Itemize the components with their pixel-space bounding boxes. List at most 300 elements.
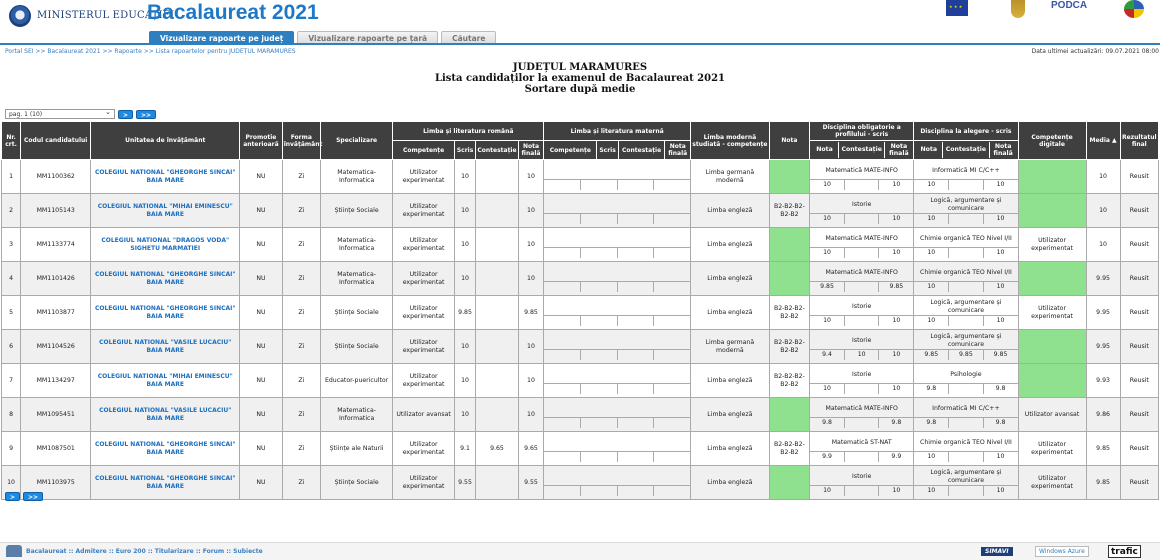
col-obl-final: Nota finală: [885, 142, 912, 158]
maternal-empty: [544, 197, 690, 213]
results-table: [1, 121, 1159, 500]
school-link[interactable]: COLEGIUL NATIONAL "MIHAI EMINESCU" BAIA MARE: [91, 194, 240, 228]
school-link[interactable]: COLEGIUL NATIONAL "GHEORGHE SINCAI" BAIA MARE: [91, 296, 240, 330]
specialization: Științe Sociale: [320, 194, 392, 228]
school-link[interactable]: COLEGIUL NATIONAL "GHEORGHE SINCAI" BAIA MARE: [91, 466, 240, 500]
col-mat-final: Nota finală: [665, 141, 691, 160]
maternal-comp: [544, 485, 580, 496]
ales-cell: [914, 160, 1018, 194]
obl-nota: 10: [810, 247, 844, 258]
school-link[interactable]: COLEGIUL NATIONAL "GHEORGHE SINCAI" BAIA MARE: [91, 262, 240, 296]
obl-subject: Matematică MATE-INFO: [810, 401, 913, 417]
ales-contestatie: [949, 417, 983, 428]
maternal-cont: [617, 349, 653, 360]
ro-written: 9.1: [454, 432, 475, 466]
next-page-button-bottom[interactable]: >: [5, 492, 20, 501]
table-row: [2, 194, 1159, 228]
maternal-cont: [617, 281, 653, 292]
ro-written: 10: [454, 398, 475, 432]
digital-competence: Utilizator experimentat: [1018, 466, 1086, 500]
modern-nota: [769, 228, 809, 262]
final-result: Reusit: [1120, 432, 1158, 466]
col-promo: Promotie anterioară: [240, 122, 283, 160]
maternal-cont: [617, 383, 653, 394]
ro-appeal: 9.65: [476, 432, 519, 466]
ales-final: 9.85: [983, 349, 1017, 360]
candidate-code: MM1087501: [21, 432, 91, 466]
ro-final: 10: [518, 228, 544, 262]
ro-final: 9.55: [518, 466, 544, 500]
maternal-language-cell: [544, 160, 691, 194]
maternal-empty: [544, 401, 690, 417]
ales-subject: Chimie organică TEO Nivel I/II: [914, 231, 1017, 247]
table-row: [2, 330, 1159, 364]
obl-nota: 9.4: [810, 349, 844, 360]
sort-title: Sortare după medie: [524, 84, 636, 95]
promotion-previous: NU: [240, 330, 283, 364]
maternal-scris: [581, 451, 617, 462]
maternal-final: [654, 349, 690, 360]
promotion-previous: NU: [240, 160, 283, 194]
average: 10: [1086, 160, 1120, 194]
tab-county-reports[interactable]: Vizualizare rapoarte pe județ: [149, 31, 294, 44]
tab-search[interactable]: Căutare: [441, 31, 496, 44]
ales-final: 10: [983, 451, 1017, 462]
ales-final: 10: [983, 213, 1017, 224]
pager-top: [5, 109, 156, 119]
maternal-cont: [617, 213, 653, 224]
digital-competence: [1018, 330, 1086, 364]
digital-competence: Utilizator avansat: [1018, 398, 1086, 432]
maternal-comp: [544, 247, 580, 258]
school-link[interactable]: COLEGIUL NATIONAL "MIHAI EMINESCU" BAIA MARE: [91, 364, 240, 398]
ales-nota: 10: [914, 213, 948, 224]
ales-cell: [914, 364, 1018, 398]
ales-final: 10: [983, 281, 1017, 292]
maternal-cont: [617, 451, 653, 462]
specialization: Științe Sociale: [320, 466, 392, 500]
modern-nota: B2-B2-B2-B2-B2: [769, 432, 809, 466]
obl-cell: [810, 432, 914, 466]
ro-competence: Utilizator experimentat: [393, 432, 455, 466]
ales-subject: Logică, argumentare și comunicare: [914, 299, 1017, 315]
obl-final: 9.8: [879, 417, 913, 428]
ales-cell: [914, 262, 1018, 296]
school-link[interactable]: COLEGIUL NATIONAL "VASILE LUCACIU" BAIA MARE: [91, 398, 240, 432]
specialization: Matematica-Informatica: [320, 228, 392, 262]
modern-language: Limba germană modernă: [691, 160, 770, 194]
modern-nota: [769, 160, 809, 194]
promotion-previous: NU: [240, 466, 283, 500]
modern-language: Limba engleză: [691, 194, 770, 228]
promotion-previous: NU: [240, 228, 283, 262]
average: 9.95: [1086, 262, 1120, 296]
education-form: Zi: [282, 160, 320, 194]
maternal-final: [654, 451, 690, 462]
col-ro-scris: Scris: [454, 141, 475, 160]
ro-appeal: [476, 398, 519, 432]
ro-competence: Utilizator experimentat: [393, 160, 455, 194]
modern-language: Limba engleză: [691, 262, 770, 296]
average: 9.95: [1086, 330, 1120, 364]
digital-competence: Utilizator experimentat: [1018, 432, 1086, 466]
final-result: Reusit: [1120, 160, 1158, 194]
ro-final: 10: [518, 160, 544, 194]
maternal-final: [654, 315, 690, 326]
candidate-code: MM1133774: [21, 228, 91, 262]
col-obl-cont: Contestație: [838, 142, 885, 158]
col-group-mandatory: Disciplina obligatorie a profilului - scris: [810, 122, 914, 141]
obl-final: 10: [879, 213, 913, 224]
candidate-code: MM1095451: [21, 398, 91, 432]
col-code: Codul candidatului: [21, 122, 91, 160]
page-select[interactable]: pag. 1 (10) ⌄: [5, 109, 115, 119]
final-result: Reusit: [1120, 330, 1158, 364]
ro-competence: Utilizator experimentat: [393, 194, 455, 228]
maternal-scris: [581, 417, 617, 428]
modern-nota: B2-B2-B2-B2-B2: [769, 194, 809, 228]
podca-logo: PODCA: [1051, 0, 1088, 11]
candidate-code: MM1103877: [21, 296, 91, 330]
school-link[interactable]: COLEGIUL NATIONAL "GHEORGHE SINCAI" BAIA MARE: [91, 160, 240, 194]
ro-competence: Utilizator experimentat: [393, 330, 455, 364]
maternal-scris: [581, 349, 617, 360]
ro-written: 10: [454, 330, 475, 364]
obl-final: 10: [879, 349, 913, 360]
last-page-button-bottom[interactable]: >>: [23, 492, 43, 501]
maternal-comp: [544, 349, 580, 360]
ales-subject: Chimie organică TEO Nivel I/II: [914, 265, 1017, 281]
col-obl-subheaders: [810, 141, 914, 160]
ro-written: 10: [454, 228, 475, 262]
specialization: Științe Sociale: [320, 330, 392, 364]
ales-nota: 10: [914, 315, 948, 326]
average: 10: [1086, 194, 1120, 228]
specialization: Educator-puericultor: [320, 364, 392, 398]
maternal-cont: [617, 417, 653, 428]
ales-cell: [914, 228, 1018, 262]
maternal-cont: [617, 315, 653, 326]
ministry-crest-icon: [9, 5, 31, 27]
digital-competence: Utilizator experimentat: [1018, 296, 1086, 330]
ales-cell: [914, 296, 1018, 330]
average: 9.86: [1086, 398, 1120, 432]
obl-final: 10: [879, 485, 913, 496]
col-group-maternal: Limba și literatura maternă: [544, 122, 691, 141]
ales-subject: Informatică MI C/C++: [914, 163, 1017, 179]
maternal-scris: [581, 213, 617, 224]
ales-cell: [914, 330, 1018, 364]
col-digital: Competențe digitale: [1018, 122, 1086, 160]
maternal-scris: [581, 281, 617, 292]
last-page-button[interactable]: >>: [136, 110, 156, 119]
table-row: [2, 364, 1159, 398]
average: 9.93: [1086, 364, 1120, 398]
maternal-language-cell: [544, 364, 691, 398]
page-title: [0, 62, 1160, 95]
obl-cell: [810, 330, 914, 364]
table-row: [2, 296, 1159, 330]
obl-nota: 10: [810, 383, 844, 394]
maternal-final: [654, 247, 690, 258]
ales-nota: 9.8: [914, 417, 948, 428]
col-mat-cont: Contestație: [618, 141, 665, 160]
obl-cell: [810, 228, 914, 262]
maternal-comp: [544, 213, 580, 224]
maternal-scris: [581, 179, 617, 190]
ministry-name: MINISTERUL EDUCAȚIEI: [37, 10, 175, 21]
specialization: Matematica-Informatica: [320, 160, 392, 194]
pager-bottom: [5, 492, 43, 501]
obl-final: 10: [879, 179, 913, 190]
col-ales-nota: Nota: [915, 142, 942, 158]
modern-language: Limba engleză: [691, 466, 770, 500]
row-nr: 7: [2, 364, 21, 398]
maternal-language-cell: [544, 262, 691, 296]
row-nr: 10: [2, 466, 21, 500]
ales-cell: [914, 466, 1018, 500]
digital-competence: Utilizator experimentat: [1018, 228, 1086, 262]
final-result: Reusit: [1120, 364, 1158, 398]
list-title: Lista candidaților la examenul de Bacalaureat 2021: [434, 73, 726, 84]
obl-subject: Istorie: [810, 333, 913, 349]
modern-language: Limba engleză: [691, 296, 770, 330]
ales-subject: Logică, argumentare și comunicare: [914, 197, 1017, 213]
ro-appeal: [476, 194, 519, 228]
ales-nota: 10: [914, 485, 948, 496]
education-form: Zi: [282, 398, 320, 432]
obl-contestatie: [845, 281, 879, 292]
ales-final: 9.8: [983, 383, 1017, 394]
ales-final: 10: [983, 315, 1017, 326]
education-form: Zi: [282, 364, 320, 398]
ales-final: 10: [983, 485, 1017, 496]
col-obl-nota: Nota: [811, 142, 838, 158]
obl-cell: [810, 466, 914, 500]
ro-competence: Utilizator avansat: [393, 398, 455, 432]
eu-flag-icon: [946, 0, 968, 16]
col-ales-cont: Contestație: [943, 142, 990, 158]
obl-subject: Istorie: [810, 197, 913, 213]
ales-nota: 9.85: [914, 349, 948, 360]
maternal-empty: [544, 265, 690, 281]
ales-subject: Chimie organică TEO Nivel I/II: [914, 435, 1017, 451]
obl-final: 9.85: [879, 281, 913, 292]
maternal-comp: [544, 383, 580, 394]
col-nota: Nota: [769, 122, 809, 160]
col-ales-final: Nota finală: [989, 142, 1016, 158]
ro-final: 10: [518, 262, 544, 296]
breadcrumb[interactable]: Portal SEI >> Bacalaureat 2021 >> Rapoarte >> Lista rapoartelor pentru JUDEȚUL MARAMURES: [5, 48, 296, 55]
school-link[interactable]: COLEGIUL NATIONAL "DRAGOS VODA" SIGHETU MARMATIEI: [91, 228, 240, 262]
maternal-language-cell: [544, 330, 691, 364]
ro-appeal: [476, 160, 519, 194]
obl-contestatie: [845, 213, 879, 224]
ales-nota: 10: [914, 281, 948, 292]
footer: [0, 542, 1160, 560]
candidate-code: MM1134297: [21, 364, 91, 398]
ro-written: 9.85: [454, 296, 475, 330]
maternal-empty: [544, 333, 690, 349]
obl-contestatie: [845, 315, 879, 326]
ro-written: 10: [454, 262, 475, 296]
ales-cell: [914, 398, 1018, 432]
candidate-code: MM1101426: [21, 262, 91, 296]
average: 10: [1086, 228, 1120, 262]
final-result: Reusit: [1120, 228, 1158, 262]
ales-contestatie: [949, 451, 983, 462]
promotion-previous: NU: [240, 364, 283, 398]
windows-azure-logo: Windows Azure: [1035, 546, 1089, 557]
final-result: Reusit: [1120, 262, 1158, 296]
col-mat-comp: Competențe: [544, 141, 597, 160]
modern-nota: [769, 262, 809, 296]
ales-contestatie: [949, 485, 983, 496]
ales-contestatie: [949, 383, 983, 394]
trafic-logo: trafic: [1108, 545, 1141, 558]
obl-nota: 10: [810, 213, 844, 224]
maternal-empty: [544, 163, 690, 179]
obl-subject: Matematică MATE-INFO: [810, 265, 913, 281]
modern-nota: [769, 466, 809, 500]
maternal-empty: [544, 435, 690, 451]
obl-contestatie: 10: [845, 349, 879, 360]
modern-nota: B2-B2-B2-B2-B2: [769, 364, 809, 398]
ales-final: 10: [983, 247, 1017, 258]
average: 9.95: [1086, 296, 1120, 330]
table-row: [2, 160, 1159, 194]
row-nr: 3: [2, 228, 21, 262]
school-link[interactable]: COLEGIUL NATIONAL "VASILE LUCACIU" BAIA MARE: [91, 330, 240, 364]
ro-written: 10: [454, 160, 475, 194]
obl-nota: 10: [810, 485, 844, 496]
footer-links[interactable]: Bacalaureat :: Admitere :: Euro 200 :: Titularizare :: Forum :: Subiecte: [26, 548, 263, 555]
col-final: Rezultatul final: [1120, 122, 1158, 160]
maternal-final: [654, 417, 690, 428]
average: 9.85: [1086, 466, 1120, 500]
ro-competence: Utilizator experimentat: [393, 296, 455, 330]
maternal-scris: [581, 315, 617, 326]
ales-cell: [914, 194, 1018, 228]
col-form: Forma învățământ: [282, 122, 320, 160]
col-ro-final: Nota finală: [518, 141, 544, 160]
obl-nota: 9.9: [810, 451, 844, 462]
specialization: Matematica-Informatica: [320, 398, 392, 432]
next-page-button[interactable]: >: [118, 110, 133, 119]
col-group-elective: Disciplina la alegere - scris: [914, 122, 1018, 141]
obl-nota: 9.8: [810, 417, 844, 428]
ro-written: 9.55: [454, 466, 475, 500]
row-nr: 4: [2, 262, 21, 296]
maternal-final: [654, 179, 690, 190]
obl-cell: [810, 262, 914, 296]
obl-nota: 9.85: [810, 281, 844, 292]
education-form: Zi: [282, 432, 320, 466]
ro-appeal: [476, 466, 519, 500]
ro-appeal: [476, 296, 519, 330]
final-result: Reusit: [1120, 296, 1158, 330]
obl-nota: 10: [810, 179, 844, 190]
modern-nota: B2-B2-B2-B2-B2: [769, 330, 809, 364]
row-nr: 5: [2, 296, 21, 330]
maternal-final: [654, 485, 690, 496]
ales-nota: 9.8: [914, 383, 948, 394]
tab-country-reports[interactable]: Vizualizare rapoarte pe țară: [297, 31, 438, 44]
maternal-cont: [617, 485, 653, 496]
final-result: Reusit: [1120, 466, 1158, 500]
obl-contestatie: [845, 383, 879, 394]
maternal-scris: [581, 247, 617, 258]
col-nr: Nr. crt.: [2, 122, 21, 160]
ales-final: 9.8: [983, 417, 1017, 428]
sponsor-logos: [936, 0, 1156, 32]
row-nr: 9: [2, 432, 21, 466]
ro-competence: Utilizator experimentat: [393, 466, 455, 500]
ro-appeal: [476, 228, 519, 262]
row-nr: 1: [2, 160, 21, 194]
ales-contestatie: 9.85: [949, 349, 983, 360]
obl-contestatie: [845, 247, 879, 258]
final-result: Reusit: [1120, 398, 1158, 432]
maternal-comp: [544, 417, 580, 428]
maternal-empty: [544, 231, 690, 247]
maternal-final: [654, 383, 690, 394]
maternal-comp: [544, 451, 580, 462]
col-media[interactable]: Media ▲: [1086, 122, 1120, 160]
digital-competence: [1018, 262, 1086, 296]
ro-written: 10: [454, 364, 475, 398]
modern-nota: B2-B2-B2-B2-B2: [769, 296, 809, 330]
ro-competence: Utilizator experimentat: [393, 262, 455, 296]
app-title[interactable]: Bacalaureat 2021: [147, 1, 319, 24]
ro-final: 10: [518, 330, 544, 364]
results-body: [2, 160, 1159, 500]
maternal-empty: [544, 299, 690, 315]
digital-competence: [1018, 364, 1086, 398]
maternal-final: [654, 213, 690, 224]
education-form: Zi: [282, 262, 320, 296]
ro-final: 10: [518, 194, 544, 228]
maternal-language-cell: [544, 432, 691, 466]
promotion-previous: NU: [240, 194, 283, 228]
candidate-code: MM1103975: [21, 466, 91, 500]
ales-final: 10: [983, 179, 1017, 190]
school-link[interactable]: COLEGIUL NATIONAL "GHEORGHE SINCAI" BAIA MARE: [91, 432, 240, 466]
modern-nota: [769, 398, 809, 432]
maternal-comp: [544, 281, 580, 292]
obl-contestatie: [845, 451, 879, 462]
obl-subject: Istorie: [810, 469, 913, 485]
ro-final: 10: [518, 398, 544, 432]
program-logo-icon: [1124, 0, 1144, 18]
ales-nota: 10: [914, 179, 948, 190]
specialization: Matematica-Informatica: [320, 262, 392, 296]
county-title: JUDEȚUL MARAMURES: [512, 62, 648, 73]
digital-competence: [1018, 194, 1086, 228]
ro-appeal: [476, 262, 519, 296]
col-mat-scris: Scris: [597, 141, 618, 160]
maternal-cont: [617, 179, 653, 190]
col-modern-language: Limba modernă studiată - competențe: [691, 122, 770, 160]
ales-contestatie: [949, 247, 983, 258]
ales-contestatie: [949, 179, 983, 190]
obl-contestatie: [845, 417, 879, 428]
digital-competence: [1018, 160, 1086, 194]
table-row: [2, 398, 1159, 432]
col-ro-cont: Contestație: [476, 141, 519, 160]
obl-subject: Matematică MATE-INFO: [810, 231, 913, 247]
candidate-code: MM1104526: [21, 330, 91, 364]
